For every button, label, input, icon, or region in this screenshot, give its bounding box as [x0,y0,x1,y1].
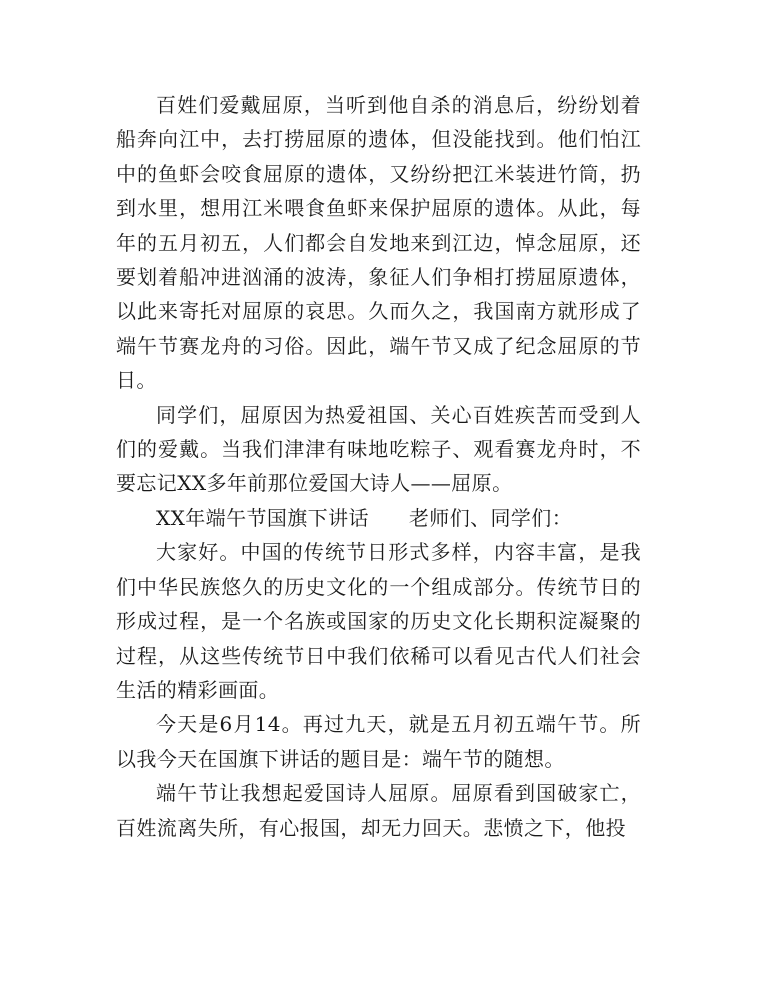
speech-heading [116,501,641,535]
paragraph-quyuan-legend: 百姓们爱戴屈原，当听到他自杀的消息后，纷纷划着船奔向江中，去打捞屈原的遗体，但没能找到。他们怕江中的鱼虾会咬食屈原的遗体，又纷纷把江米装进竹筒，扔到水里，想用江米喂食鱼虾来保护屈原的遗体。从此，每年的五月初五，人们都会自发地来到江边，悼念屈原，还要划着船冲进汹涌的波涛，象征人们争相打捞屈原遗体，以此来寄托对屈原的哀思。久而久之，我国南方就形成了端午节赛龙舟的习俗。因此，端午节又成了纪念屈原的节日。 [116,93,641,393]
paragraph-today: 今天是6月14。再过九天，就是五月初五端午节。所以我今天在国旗下讲话的题目是：端午节的随想。 [116,712,641,771]
speech-title: XX年端午节国旗下讲话 [156,505,369,530]
document-body [116,88,641,845]
paragraph-poet: 端午节让我想起爱国诗人屈原。屈原看到国破家亡，百姓流离失所，有心报国，却无力回天。悲愤之下，他投 [116,781,641,840]
speech-salutation: 老师们、同学们： [408,505,573,530]
paragraph-greeting: 大家好。中国的传统节日形式多样，内容丰富，是我们中华民族悠久的历史文化的一个组成部分。传统节日的形成过程，是一个名族或国家的历史文化长期积淀凝聚的过程，从这些传统节日中我们依稀可以看见古代人们社会生活的精彩画面。 [116,540,641,702]
paragraph-students-reminder: 同学们，屈原因为热爱祖国、关心百姓疾苦而受到人们的爱戴。当我们津津有味地吃粽子、观看赛龙舟时，不要忘记XX多年前那位爱国大诗人——屈原。 [116,402,641,496]
